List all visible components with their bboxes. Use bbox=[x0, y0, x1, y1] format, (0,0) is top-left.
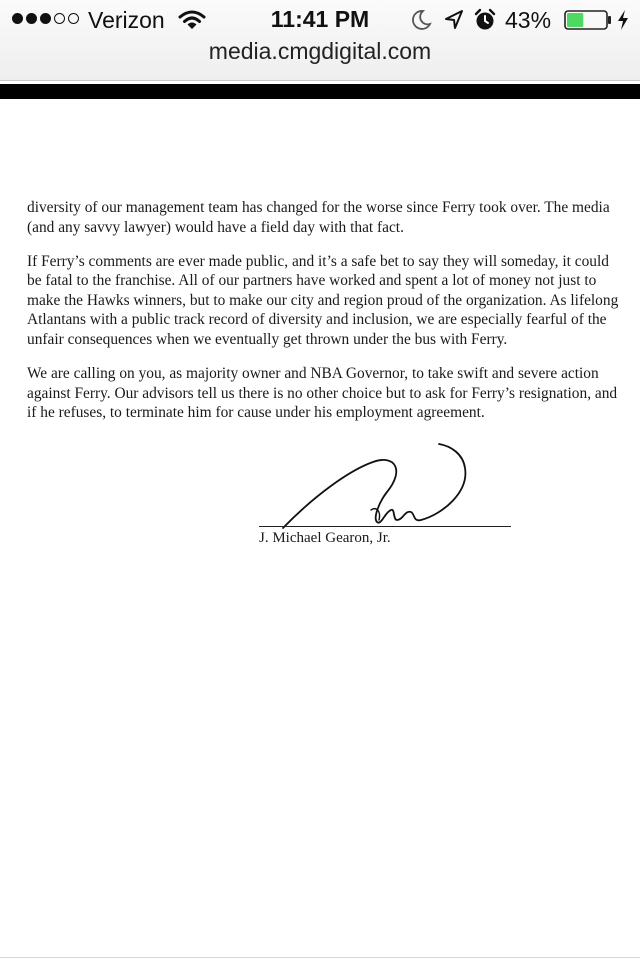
text-line: against Ferry. Our advisors tell us there is no other choice but to ask for Ferry’s resignation, and bbox=[27, 384, 618, 402]
address-bar[interactable] bbox=[0, 38, 640, 70]
text-line: (and any savvy lawyer) would have a field day with that fact. bbox=[27, 218, 404, 236]
signal-strength-icon bbox=[12, 13, 79, 27]
battery-icon bbox=[564, 10, 612, 30]
handwritten-signature bbox=[255, 440, 515, 535]
status-bar bbox=[0, 0, 640, 40]
page-bottom-edge bbox=[0, 957, 640, 958]
charging-icon bbox=[616, 9, 630, 31]
url-text: media.cmgdigital.com bbox=[208, 38, 432, 64]
text-line: If Ferry’s comments are ever made public, and it’s a safe bet to say they will someday, it could bbox=[27, 252, 609, 270]
text-line: unfair consequences when we eventually get thrown under the bus with Ferry. bbox=[27, 331, 508, 349]
signal-dot bbox=[26, 13, 37, 24]
paragraph bbox=[27, 252, 632, 350]
letter-body bbox=[27, 198, 632, 437]
text-line: We are calling on you, as majority owner and NBA Governor, to take swift and severe action bbox=[27, 365, 599, 383]
paragraph bbox=[27, 364, 632, 423]
text-line: diversity of our management team has changed for the worse since Ferry took over. The media bbox=[27, 199, 610, 216]
status-time: 11:41 PM bbox=[270, 6, 370, 32]
browser-chrome bbox=[0, 0, 640, 81]
signal-dot bbox=[40, 13, 51, 24]
text-line: Atlantans with a public track record of diversity and inclusion, we are especially fearful of the bbox=[27, 311, 607, 329]
signature-block bbox=[255, 440, 515, 550]
text-line: make the Hawks winners, but to make our city and region proud of the organization. As lifelong bbox=[27, 291, 619, 309]
signal-dot bbox=[12, 13, 23, 24]
moon-icon bbox=[410, 9, 432, 31]
carrier-name: Verizon bbox=[88, 7, 165, 33]
paragraph bbox=[27, 198, 632, 237]
signal-dot bbox=[68, 13, 79, 24]
text-line: if he refuses, to terminate him for cause under his employment agreement. bbox=[27, 404, 485, 422]
document-top-band bbox=[0, 84, 640, 99]
signature-line bbox=[259, 526, 511, 527]
location-icon bbox=[443, 9, 465, 31]
alarm-icon bbox=[473, 8, 497, 32]
signer-name: J. Michael Gearon, Jr. bbox=[259, 530, 391, 546]
wifi-icon bbox=[178, 9, 206, 31]
battery-percent: 43% bbox=[505, 7, 552, 33]
signal-dot bbox=[54, 13, 65, 24]
text-line: be fatal to the franchise. All of our partners have worked and spent a lot of money not just to bbox=[27, 272, 597, 290]
